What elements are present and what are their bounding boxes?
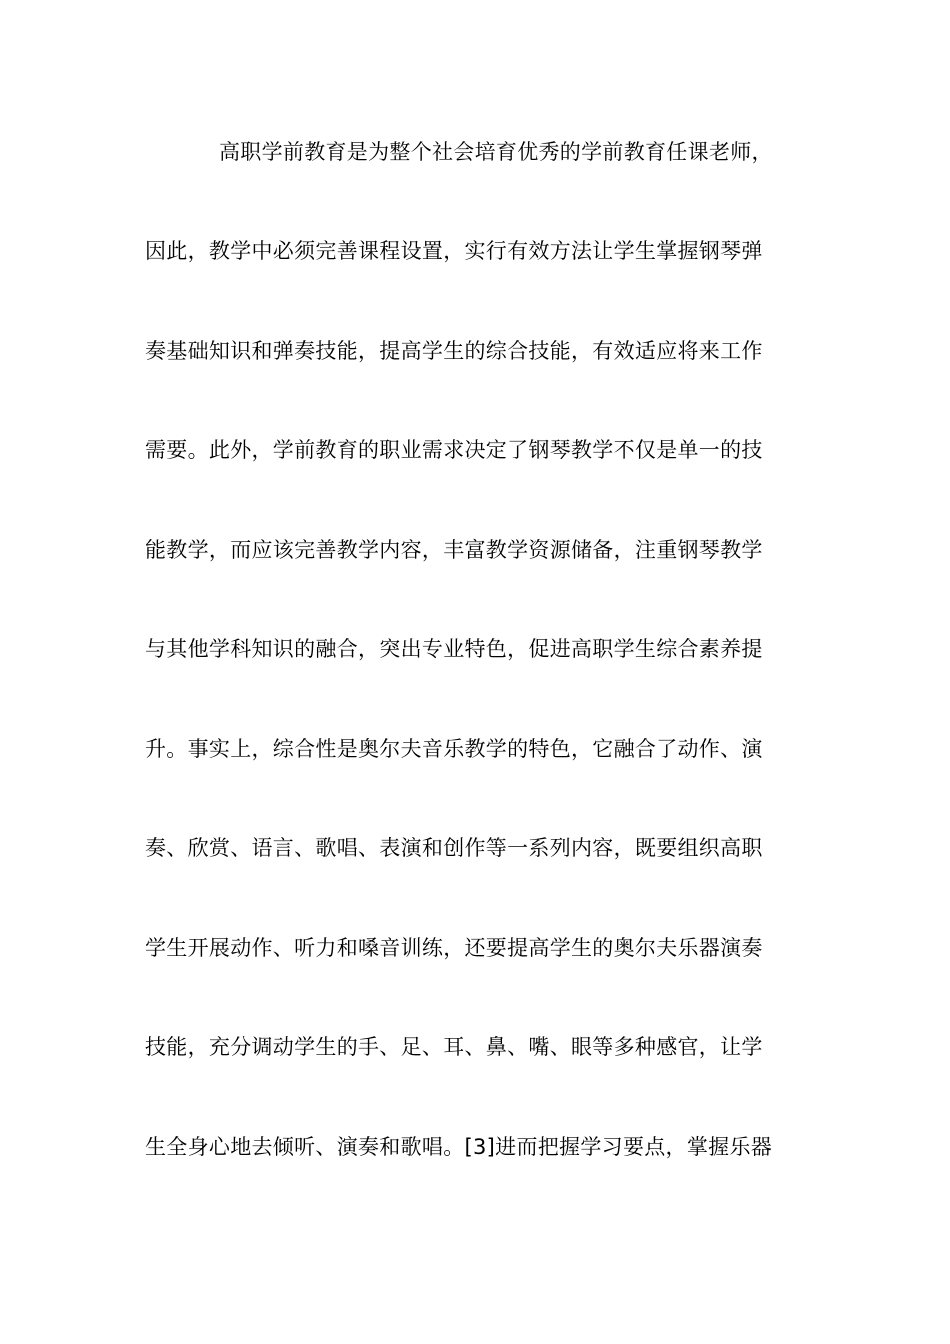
- paragraph-line-11: 生全身心地去倾听、演奏和歌唱。[3]进而把握学习要点，掌握乐器: [145, 1135, 773, 1159]
- paragraph-line-7: 升。事实上，综合性是奥尔夫音乐教学的特色，它融合了动作、演: [145, 737, 763, 761]
- paragraph-line-9: 学生开展动作、听力和嗓音训练，还要提高学生的奥尔夫乐器演奏: [145, 936, 763, 960]
- paragraph-line-1: 高职学前教育是为整个社会培育优秀的学前教育任课老师，: [219, 140, 773, 164]
- paragraph-line-4: 需要。此外，学前教育的职业需求决定了钢琴教学不仅是单一的技: [145, 438, 763, 462]
- paragraph-line-8: 奏、欣赏、语言、歌唱、表演和创作等一系列内容，既要组织高职: [145, 836, 763, 860]
- paragraph-line-10: 技能，充分调动学生的手、足、耳、鼻、嘴、眼等多种感官，让学: [145, 1035, 763, 1059]
- paragraph-line-2: 因此，教学中必须完善课程设置，实行有效方法让学生掌握钢琴弹: [145, 239, 763, 263]
- paragraph-line-3: 奏基础知识和弹奏技能，提高学生的综合技能，有效适应将来工作: [145, 339, 763, 363]
- paragraph-line-6: 与其他学科知识的融合，突出专业特色，促进高职学生综合素养提: [145, 637, 763, 661]
- paragraph-line-5: 能教学，而应该完善教学内容，丰富教学资源储备，注重钢琴教学: [145, 538, 763, 562]
